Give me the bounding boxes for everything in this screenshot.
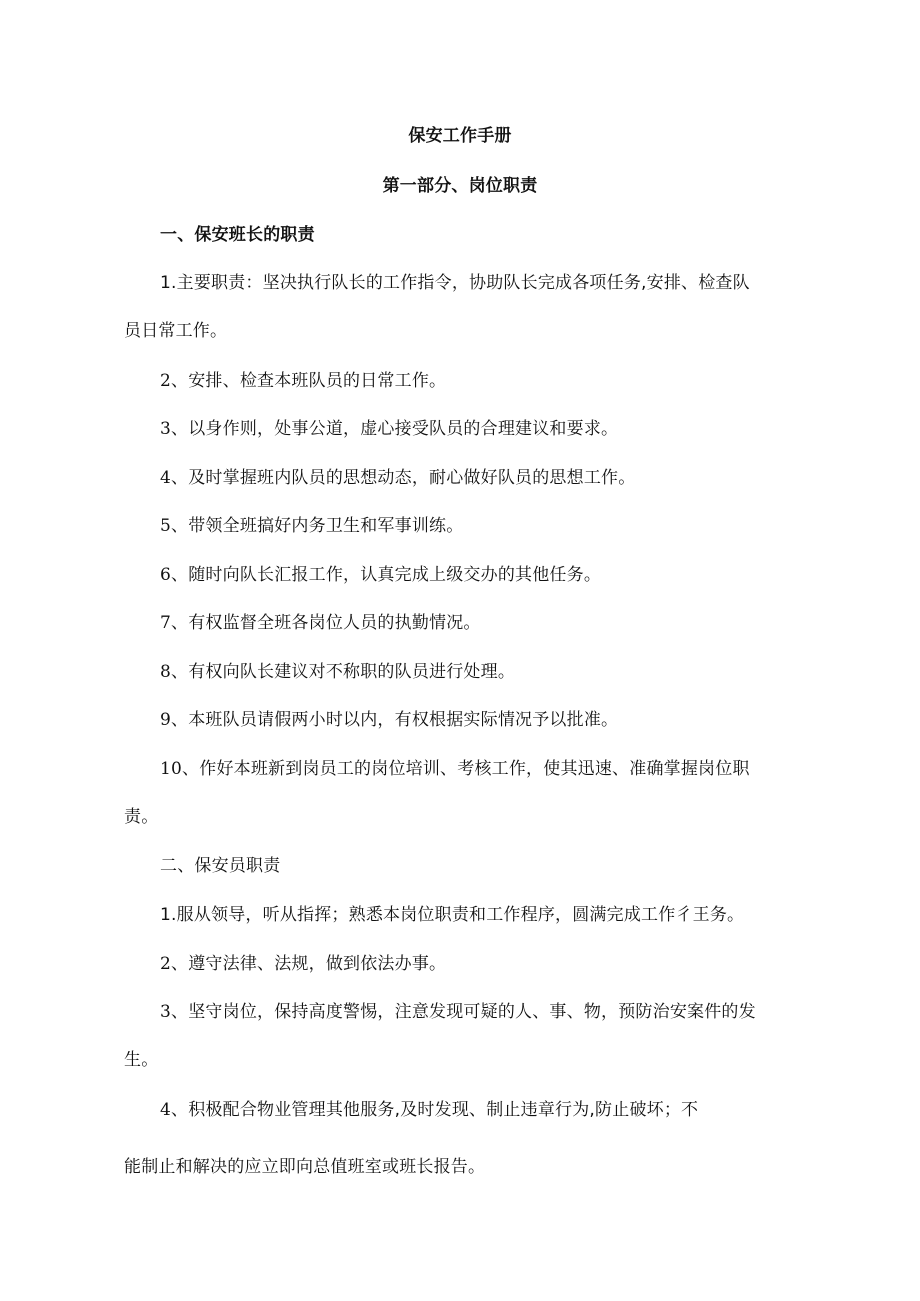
section-1-item-8: 8、有权向队长建议对不称职的队员进行处理。 <box>160 662 516 682</box>
section-1-item-1: 1.主要职责：坚决执行队长的工作指令，协助队长完成各项任务,安排、检查队 <box>160 273 750 293</box>
document-title: 保安工作手册 <box>408 126 512 146</box>
section-1-item-7: 7、有权监督全班各岗位人员的执勤情况。 <box>160 613 481 633</box>
section-2-item-4-cont: 能制止和解决的应立即向总值班室或班长报告。 <box>124 1157 486 1177</box>
section-1-item-5: 5、带领全班搞好内务卫生和军事训练。 <box>160 516 464 536</box>
section-1-item-3: 3、以身作则，处事公道，虚心接受队员的合理建议和要求。 <box>160 419 619 439</box>
section-1-item-10-cont: 责。 <box>124 807 159 827</box>
section-1-heading: 一、保安班长的职责 <box>160 225 315 245</box>
section-1-item-4: 4、及时掌握班内队员的思想动态，耐心做好队员的思想工作。 <box>160 468 636 488</box>
section-1-item-1-cont: 员日常工作。 <box>124 321 228 341</box>
section-2-item-3: 3、坚守岗位，保持高度警惕，注意发现可疑的人、事、物，预防治安案件的发 <box>160 1002 756 1022</box>
section-2-heading: 二、保安员职责 <box>160 856 281 876</box>
section-2-item-1: 1.服从领导，听从指挥；熟悉本岗位职责和工作程序，圆满完成工作彳王务。 <box>160 905 745 925</box>
section-1-item-6: 6、随时向队长汇报工作，认真完成上级交办的其他任务。 <box>160 565 602 585</box>
section-1-item-2: 2、安排、检查本班队员的日常工作。 <box>160 371 447 391</box>
section-2-item-3-cont: 生。 <box>124 1050 159 1070</box>
section-1-item-9: 9、本班队员请假两小时以内，有权根据实际情况予以批准。 <box>160 710 619 730</box>
section-2-item-2: 2、遵守法律、法规，做到依法办事。 <box>160 954 447 974</box>
section-1-item-10: 10、作好本班新到岗员工的岗位培训、考核工作，使其迅速、准确掌握岗位职 <box>160 759 750 779</box>
section-2-item-4: 4、积极配合物业管理其他服务,及时发现、制止违章行为,防止破坏；不 <box>160 1100 699 1120</box>
part-title: 第一部分、岗位职责 <box>382 176 538 196</box>
